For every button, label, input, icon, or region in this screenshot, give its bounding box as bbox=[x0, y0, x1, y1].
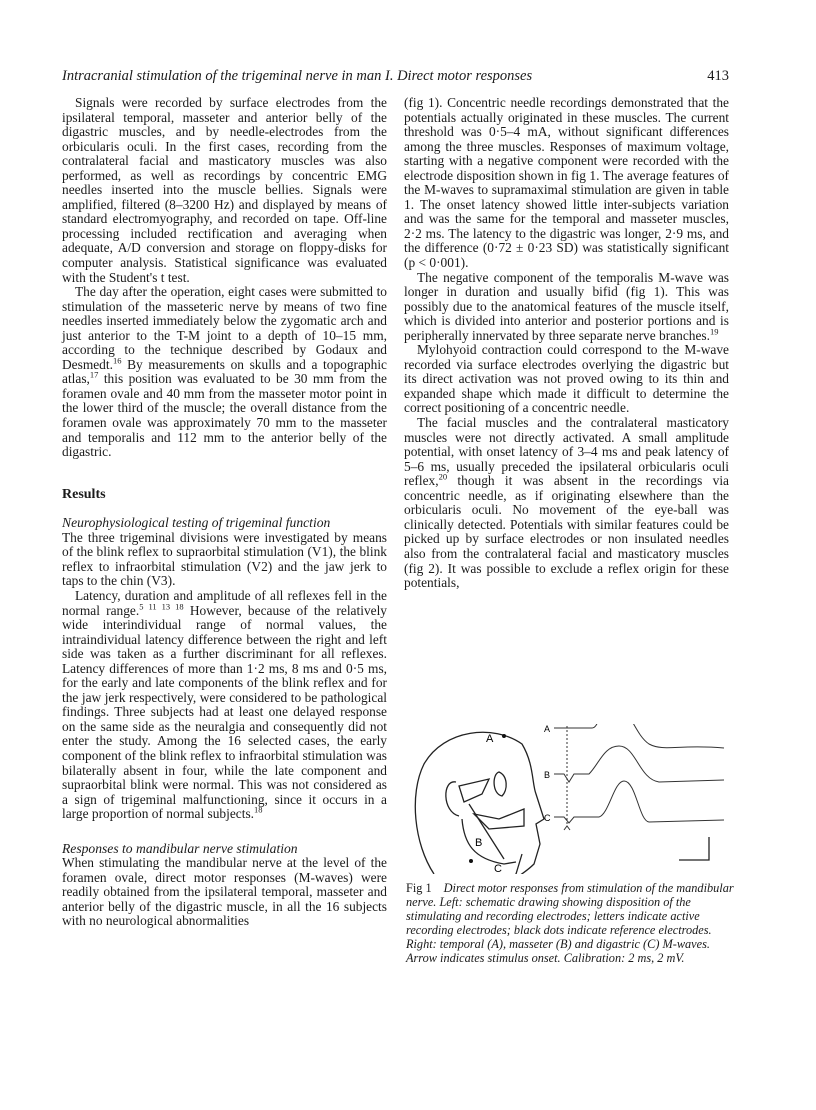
calibration-bar bbox=[679, 837, 709, 860]
paragraph: (fig 1). Concentric needle recordings demonstrated that the potentials actually originated in these muscles. The current threshold was 0·5–4 mA, without significant differences among the three muscles. Responses of maximum voltage, starting with a negative component were recorded with the electrode disposition shown in fig 1. The average features of the M-waves to supramaximal stimulation are given in table 1. The onset latency showed little inter-subjects variation and was the same for the temporal and masseter muscles, 2·2 ms. The latency to the digastric was longer, 2·9 ms, and the difference (0·72 ± 0·23 SD) was statistically significant (p < 0·001). bbox=[404, 95, 729, 271]
paragraph: Mylohyoid contraction could correspond to the M-wave recorded via surface electrodes overlying the digastric but its direct activation was not proved owing to its thin and expanded shape which made it difficult to determine the correct positioning of a concentric needle. bbox=[404, 342, 729, 416]
citation: 18 bbox=[254, 804, 263, 815]
left-column bbox=[62, 96, 387, 929]
paragraph bbox=[62, 285, 387, 460]
paragraph: Signals were recorded by surface electrodes from the ipsilateral temporal, masseter and anterior belly of the digastric muscles, and by needle-electrodes from the orbicularis oculi. In the first cases, recording from the contralateral facial and masticatory muscles was also performed, as well as recordings by concentric EMG needles inserted into the muscle bellies. Signals were amplified, filtered (8–3200 Hz) and displayed by means of standard electromyography, and recorded on tape. Off-line processing included rectification and averaging when adequate, A/D conversion and storage on floppy-disks for computer analysis. Statistical significance was evaluated with the Student's t test. bbox=[62, 95, 387, 285]
trace-b bbox=[554, 746, 724, 782]
running-header bbox=[62, 68, 729, 85]
figure-caption bbox=[406, 881, 736, 965]
stimulus-arrow-icon bbox=[564, 826, 570, 830]
text: However, because of the relatively wide interindividual range of normal values, the intraindividual latency difference between the right and left side was taken as a further discriminant for all reflexes. Latency differences of more than 1·2 ms, 8 ms and 0·5 ms, for the early and late components of the blink reflex and for the jaw jerk respectively, were considered to be pathological findings. Three subjects had at least one delayed response on the same side as the neuralgia and consequently did not enter the study. Among the 16 selected cases, the early component of the blink reflex to infraorbital stimulation was bilaterally absent in four, while the late component and supraorbital blink were normal. This was not considered as a sign of trigeminal malfunctioning, since it occurs in a large proportion of normal subjects. bbox=[62, 602, 387, 822]
paragraph bbox=[404, 416, 729, 591]
text: The facial muscles and the contralateral masticatory muscles were not directly activated. A small amplitude potential, with onset latency of 3–4 ms and peak latency of 5–6 ms, usually preceded the ipsilateral orbicularis oculi reflex, bbox=[404, 415, 729, 489]
paragraph: The three trigeminal divisions were investigated by means of the blink reflex to supraorbital stimulation (V1), the blink reflex to infraorbital stimulation (V2) and the jaw jerk to taps to the chin (V3). bbox=[62, 529, 387, 589]
electrode-label-a: A bbox=[486, 733, 494, 745]
text: By measurements on skulls and a topographic atlas, bbox=[62, 356, 387, 387]
citation: 16 bbox=[112, 355, 122, 366]
running-title: Intracranial stimulation of the trigeminal nerve in man I. Direct motor responses bbox=[62, 68, 533, 84]
trace-label-a: A bbox=[544, 724, 551, 734]
trace-label-c: C bbox=[544, 813, 551, 823]
text: Latency, duration and amplitude of all reflexes fell in the normal range. bbox=[62, 587, 387, 618]
head-schematic bbox=[415, 732, 544, 874]
trace-a bbox=[554, 724, 724, 748]
caption-text: Direct motor responses from stimulation of the mandibular nerve. Left: schematic drawing showing disposition of the stimulating and recording electrodes; letters indicate active recording electrodes; black dots indicate reference electrodes. Right: temporal (A), masseter (B) and digastric (C) M-waves. Arrow indicates stimulus onset. Calibration: 2 ms, 2 mV. bbox=[406, 881, 734, 965]
trace-label-b: B bbox=[544, 770, 551, 780]
subsection-heading: Responses to mandibular nerve stimulation bbox=[62, 840, 298, 856]
paragraph: When stimulating the mandibular nerve at the level of the foramen ovale, direct motor responses (M-waves) were readily obtained from the ipsilateral temporal, masseter and anterior belly of the digastric muscle, in all the 16 subjects with no neurological abnormalities bbox=[62, 855, 387, 929]
text: this position was evaluated to be 30 mm from the foramen ovale and 40 mm from the masseter motor point in the lower third of the muscle; the overall distance from the foramen ovale was approximately 70 mm to the masseter and temporalis and 112 mm to the anterior belly of the digastric. bbox=[62, 371, 387, 460]
right-column bbox=[404, 96, 729, 591]
section-heading-results: Results bbox=[62, 486, 106, 502]
text: The negative component of the temporalis M-wave was longer in duration and usually bifid (fig 1). This was possibly due to the anatomical features of the muscle itself, which is divided into anterior and posterior portions and is peripherally innervated by three separate nerve branches. bbox=[404, 269, 729, 343]
electrode-label-c: C bbox=[494, 863, 502, 874]
figure-1 bbox=[404, 724, 734, 874]
subsection-heading: Neurophysiological testing of trigeminal function bbox=[62, 515, 331, 531]
paragraph bbox=[62, 589, 387, 822]
citation: 20 bbox=[438, 471, 448, 482]
citation: 5 11 13 18 bbox=[139, 601, 184, 612]
m-wave-traces bbox=[554, 724, 724, 826]
electrode-label-b: B bbox=[475, 837, 483, 849]
citation: 17 bbox=[89, 369, 99, 380]
trace-c bbox=[554, 781, 724, 823]
paragraph bbox=[404, 271, 729, 344]
text: The day after the operation, eight cases were submitted to stimulation of the masseteric nerve by means of two fine needles inserted immediately below the zygomatic arch and just anterior to the T-M joint to a depth of 10–15 mm, according to the technique described by Godaux and Desmedt. bbox=[62, 284, 387, 372]
figure-label: Fig 1 bbox=[406, 881, 432, 895]
page-number: 413 bbox=[707, 68, 729, 84]
citation: 19 bbox=[709, 326, 719, 337]
text: though it was absent in the recordings via concentric needle, as if originating elsewhere than the orbicularis oculi. No movement of the eye-ball was clinically detected. Potentials with similar features could be picked up by surface electrodes or non insulated needles also from the contralateral facial and masticatory muscles (fig 2). It was possible to exclude a reflex origin for these potentials, bbox=[404, 473, 729, 591]
